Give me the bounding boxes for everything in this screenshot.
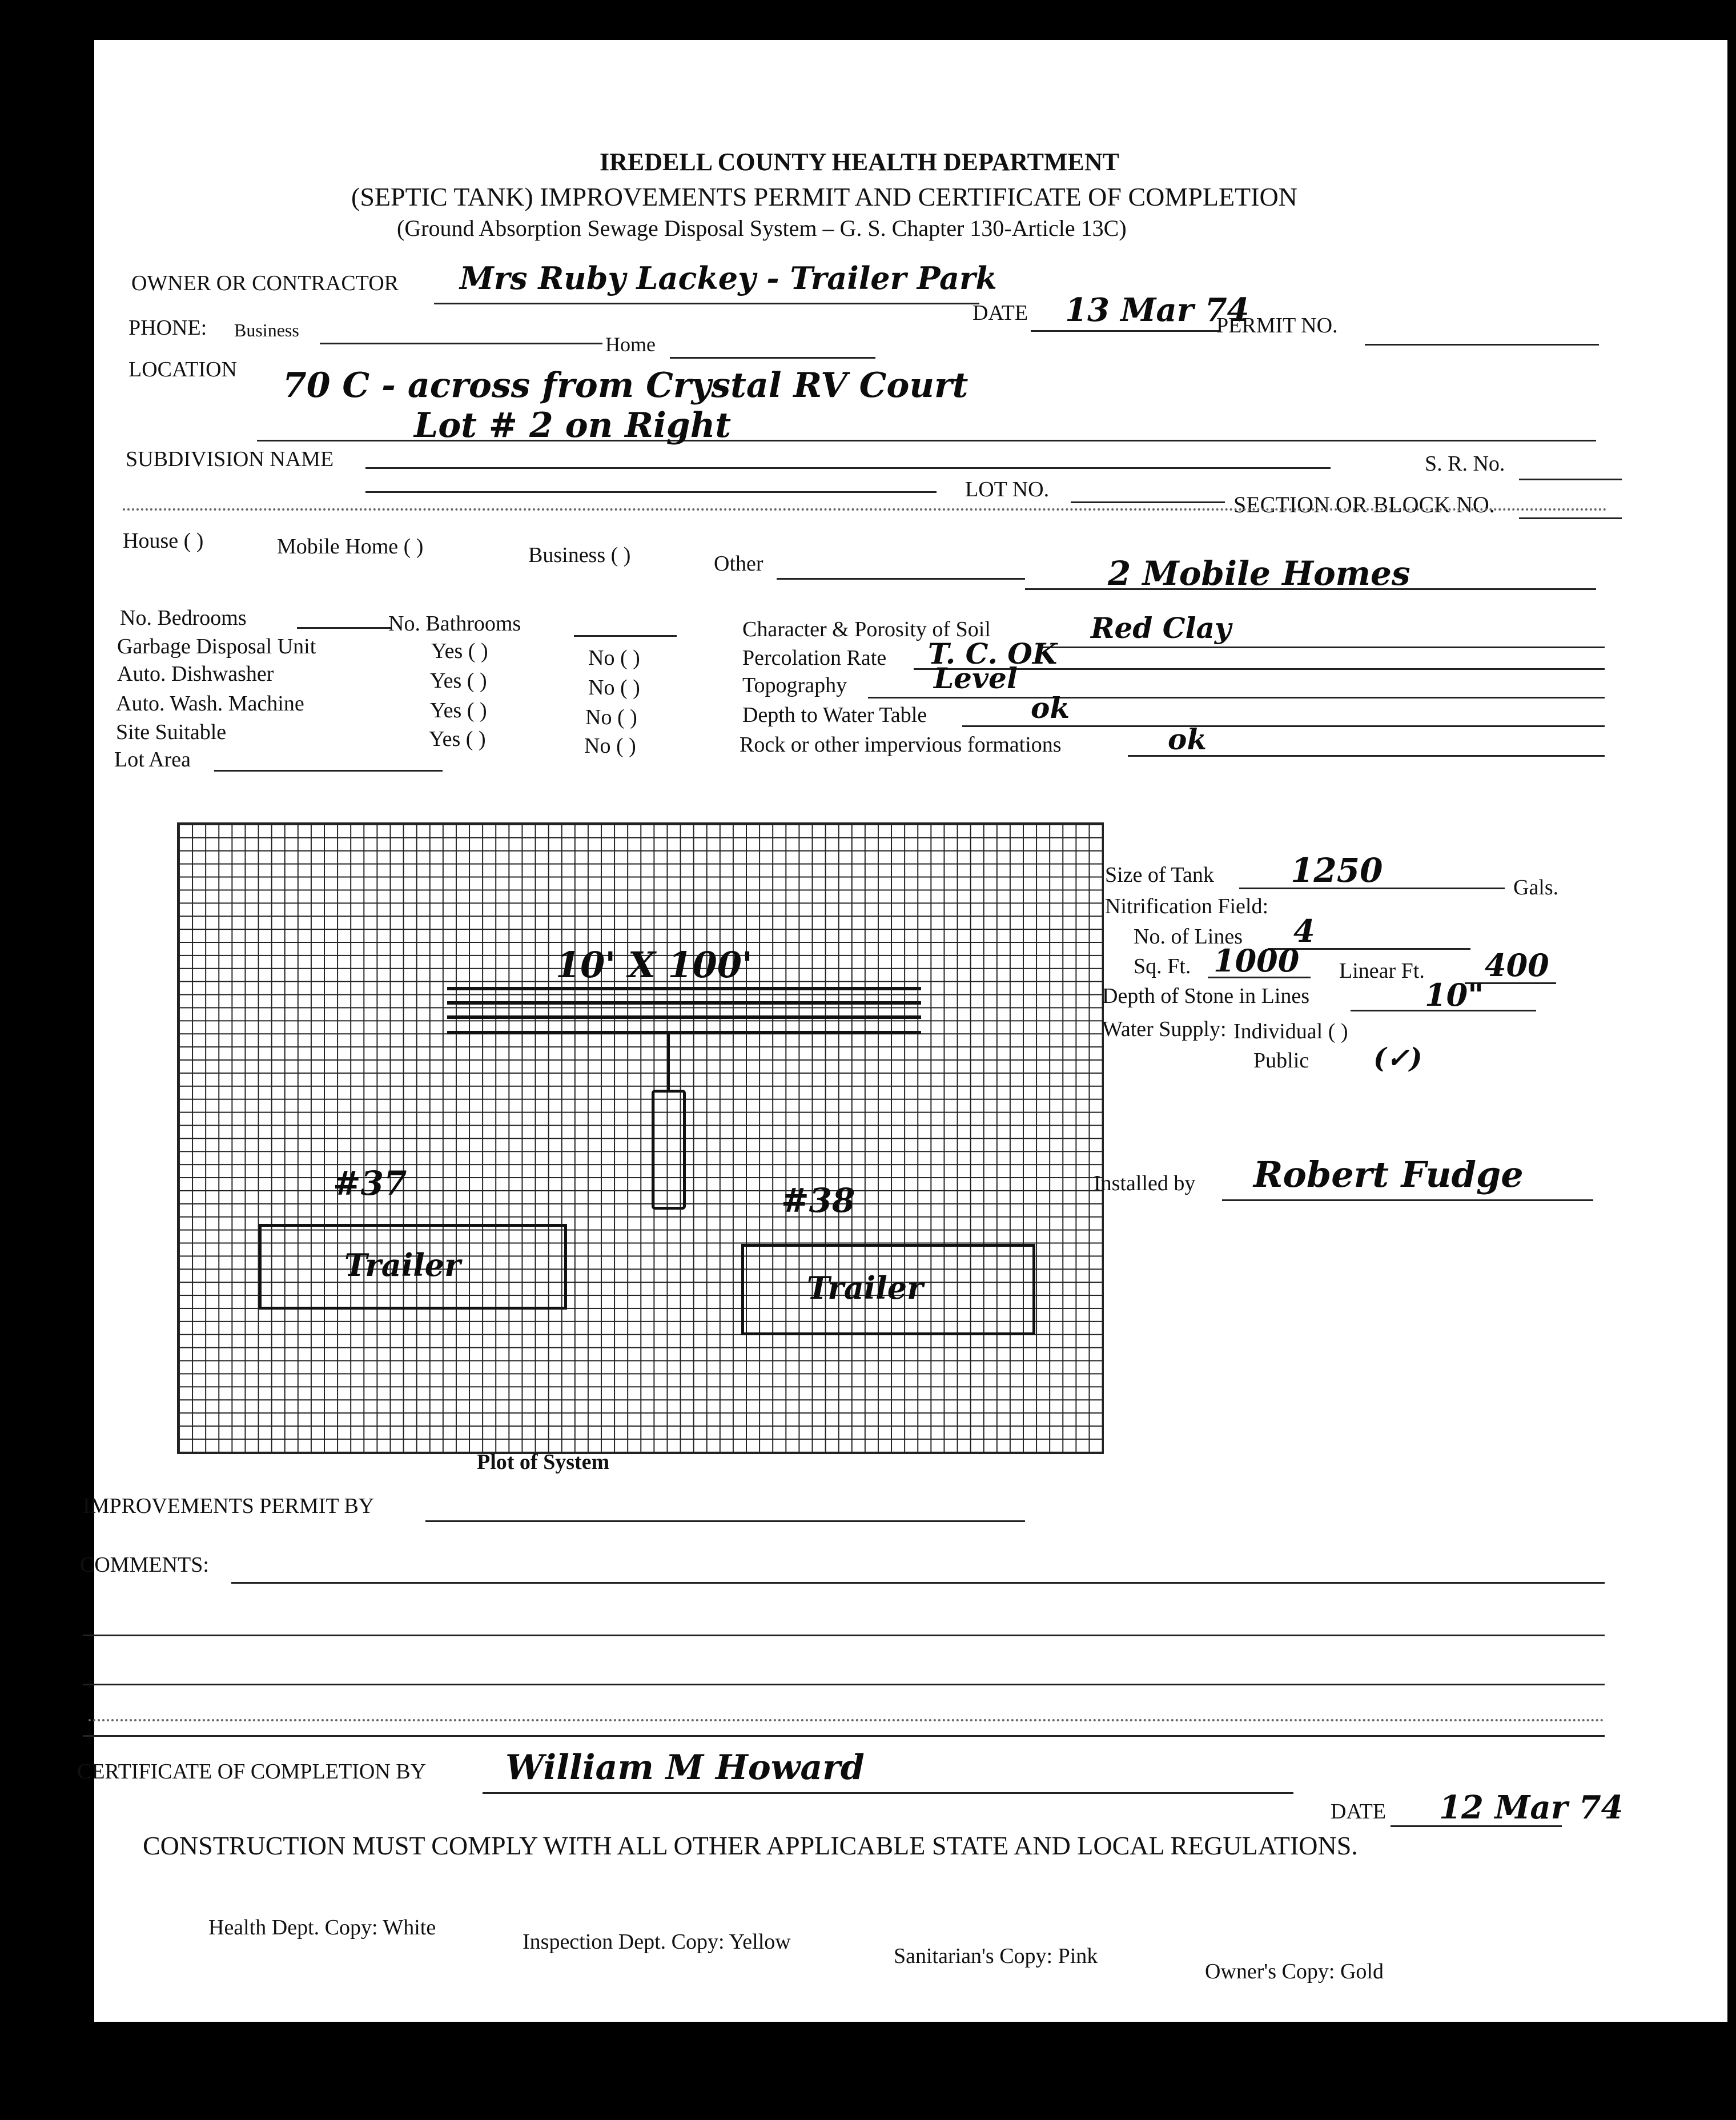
water-table-label: Depth to Water Table — [742, 703, 927, 727]
stone-value[interactable]: 10" — [1425, 977, 1484, 1013]
trailer-38-label: Trailer — [807, 1270, 923, 1306]
installed-line — [1222, 1199, 1593, 1201]
speck — [126, 79, 130, 83]
soil-character-value[interactable]: Red Clay — [1091, 611, 1231, 645]
garbage-label: Garbage Disposal Unit — [117, 635, 316, 659]
water-table-value[interactable]: ok — [1031, 691, 1070, 725]
plot-grid — [177, 822, 1104, 1454]
topography-value[interactable]: Level — [934, 661, 1018, 695]
water-table-line — [962, 725, 1605, 727]
date-line — [1031, 330, 1219, 332]
site-no[interactable]: No ( ) — [584, 734, 636, 758]
subdivision-label: SUBDIVISION NAME — [126, 447, 334, 471]
sr-no-label: S. R. No. — [1425, 452, 1505, 476]
sqft-value[interactable]: 1000 — [1213, 942, 1300, 979]
type-business[interactable]: Business ( ) — [528, 543, 631, 567]
phone-business-label: Business — [234, 320, 299, 340]
tank-size-value[interactable]: 1250 — [1291, 851, 1383, 890]
tank-pipe — [667, 1033, 670, 1090]
site-yes[interactable]: Yes ( ) — [429, 727, 486, 751]
field-line-1 — [447, 987, 921, 990]
speck — [243, 144, 247, 148]
sqft-label: Sq. Ft. — [1134, 954, 1191, 978]
speck — [214, 86, 219, 90]
date-value[interactable]: 13 Mar 74 — [1065, 291, 1249, 329]
regulations-notice: CONSTRUCTION MUST COMPLY WITH ALL OTHER APPLICABLE STATE AND LOCAL REGULATIONS. — [143, 1831, 1358, 1860]
date2-line — [1391, 1825, 1562, 1827]
form-title: IREDELL COUNTY HEALTH DEPARTMENT — [600, 148, 1119, 176]
perc-value[interactable]: T. C. OK — [928, 637, 1058, 670]
phone-business-line — [320, 343, 602, 344]
owner-line — [434, 303, 979, 304]
water-individual[interactable]: Individual ( ) — [1233, 1019, 1348, 1043]
owner-label: OWNER OR CONTRACTOR — [131, 271, 399, 295]
form-subtitle-2: (Ground Absorption Sewage Disposal System – G. S. Chapter 130-Article 13C) — [397, 215, 1127, 241]
dishwasher-no[interactable]: No ( ) — [588, 676, 640, 700]
divider-2 — [89, 1719, 1605, 1721]
rock-value[interactable]: ok — [1168, 722, 1207, 756]
soil-character-label: Character & Porosity of Soil — [742, 617, 991, 641]
divider-1 — [123, 508, 1608, 511]
rock-label: Rock or other impervious formations — [740, 733, 1062, 757]
washer-label: Auto. Wash. Machine — [116, 692, 304, 716]
linear-value[interactable]: 400 — [1485, 947, 1549, 983]
sqft-line — [1208, 977, 1311, 978]
type-house[interactable]: House ( ) — [123, 529, 204, 553]
certificate-line — [483, 1792, 1293, 1794]
rock-line — [1128, 755, 1605, 757]
lot-no-label: LOT NO. — [965, 477, 1050, 501]
copy-inspection: Inspection Dept. Copy: Yellow — [523, 1930, 791, 1954]
comments-line-4 — [83, 1735, 1605, 1737]
gals-label: Gals. — [1513, 876, 1559, 900]
water-public-mark[interactable]: (✓) — [1373, 1042, 1422, 1074]
date2-label: DATE — [1331, 1800, 1387, 1824]
comments-label: COMMENTS: — [80, 1553, 209, 1577]
type-other-line-2 — [1025, 588, 1596, 590]
site-label: Site Suitable — [116, 720, 227, 744]
garbage-no[interactable]: No ( ) — [588, 646, 640, 670]
bedrooms-line — [297, 627, 391, 629]
subdivision-line-2 — [365, 491, 937, 493]
phone-label: PHONE: — [128, 316, 207, 340]
tank-shape — [652, 1090, 686, 1210]
improvements-line — [425, 1520, 1025, 1522]
water-supply-label: Water Supply: — [1102, 1017, 1227, 1041]
improvements-label: IMPROVEMENTS PERMIT BY — [83, 1494, 375, 1518]
certificate-value[interactable]: William M Howard — [505, 1748, 865, 1788]
stone-label: Depth of Stone in Lines — [1102, 984, 1310, 1008]
lot-area-line — [214, 770, 443, 772]
comments-line-2 — [83, 1635, 1605, 1636]
location-label: LOCATION — [128, 358, 237, 382]
installed-label: Installed by — [1094, 1171, 1196, 1195]
type-other-line — [777, 578, 1025, 580]
lot-37-number: #37 — [333, 1164, 407, 1203]
soil-character-line — [1039, 647, 1605, 648]
comments-line-3 — [83, 1684, 1605, 1685]
lot-no-line — [1071, 501, 1225, 503]
permit-form — [77, 40, 1727, 2022]
subdivision-line — [365, 467, 1331, 469]
water-public-label: Public — [1253, 1049, 1309, 1073]
lines-value[interactable]: 4 — [1293, 913, 1315, 949]
phone-home-line — [670, 357, 875, 359]
plot-caption: Plot of System — [477, 1450, 610, 1474]
dishwasher-label: Auto. Dishwasher — [117, 662, 274, 686]
date2-value[interactable]: 12 Mar 74 — [1439, 1789, 1624, 1826]
washer-yes[interactable]: Yes ( ) — [430, 698, 487, 722]
comments-line-1 — [231, 1582, 1605, 1584]
field-line-4 — [447, 1031, 921, 1034]
topography-line — [868, 697, 1605, 698]
field-line-3 — [447, 1015, 921, 1019]
stone-line — [1351, 1010, 1536, 1011]
section-label: SECTION OR BLOCK NO. — [1233, 492, 1495, 517]
type-other-label: Other — [714, 552, 763, 576]
tank-size-label: Size of Tank — [1105, 863, 1214, 887]
field-line-2 — [447, 1001, 921, 1005]
date-label: DATE — [973, 301, 1028, 325]
sr-no-line — [1519, 479, 1622, 480]
speck — [234, 125, 239, 129]
permit-no-line — [1365, 344, 1599, 346]
permit-no-label: PERMIT NO. — [1216, 314, 1338, 338]
garbage-yes[interactable]: Yes ( ) — [431, 639, 488, 663]
linear-label: Linear Ft. — [1339, 959, 1425, 983]
bathrooms-label: No. Bathrooms — [388, 612, 521, 636]
phone-home-label: Home — [605, 333, 656, 356]
form-subtitle: (SEPTIC TANK) IMPROVEMENTS PERMIT AND CERTIFICATE OF COMPLETION — [351, 182, 1297, 211]
section-line — [1519, 517, 1622, 519]
copy-health: Health Dept. Copy: White — [208, 1916, 436, 1940]
washer-no[interactable]: No ( ) — [585, 705, 637, 729]
copy-sanitarian: Sanitarian's Copy: Pink — [894, 1944, 1098, 1968]
certificate-label: CERTIFICATE OF COMPLETION BY — [77, 1760, 427, 1784]
lines-label: No. of Lines — [1134, 925, 1243, 949]
lot-38-number: #38 — [781, 1181, 855, 1220]
plot-field-label: 10' X 100' — [556, 944, 753, 986]
location-value-1[interactable]: 70 C - across from Crystal RV Court — [283, 366, 969, 405]
location-value-2[interactable]: Lot # 2 on Right — [414, 405, 732, 445]
bathrooms-line — [574, 635, 677, 637]
dishwasher-yes[interactable]: Yes ( ) — [430, 669, 487, 693]
type-mobile-home[interactable]: Mobile Home ( ) — [277, 535, 424, 559]
installed-value[interactable]: Robert Fudge — [1253, 1154, 1524, 1195]
perc-label: Percolation Rate — [742, 646, 887, 670]
type-other-value[interactable]: 2 Mobile Homes — [1108, 554, 1410, 593]
nitrification-label: Nitrification Field: — [1105, 894, 1269, 918]
copy-owner: Owner's Copy: Gold — [1205, 1960, 1384, 1984]
tank-size-line — [1239, 888, 1505, 889]
owner-value[interactable]: Mrs Ruby Lackey - Trailer Park — [460, 260, 997, 296]
lot-area-label: Lot Area — [114, 748, 191, 772]
bedrooms-label: No. Bedrooms — [120, 606, 247, 630]
topography-label: Topography — [742, 673, 847, 697]
trailer-37-label: Trailer — [344, 1247, 461, 1283]
